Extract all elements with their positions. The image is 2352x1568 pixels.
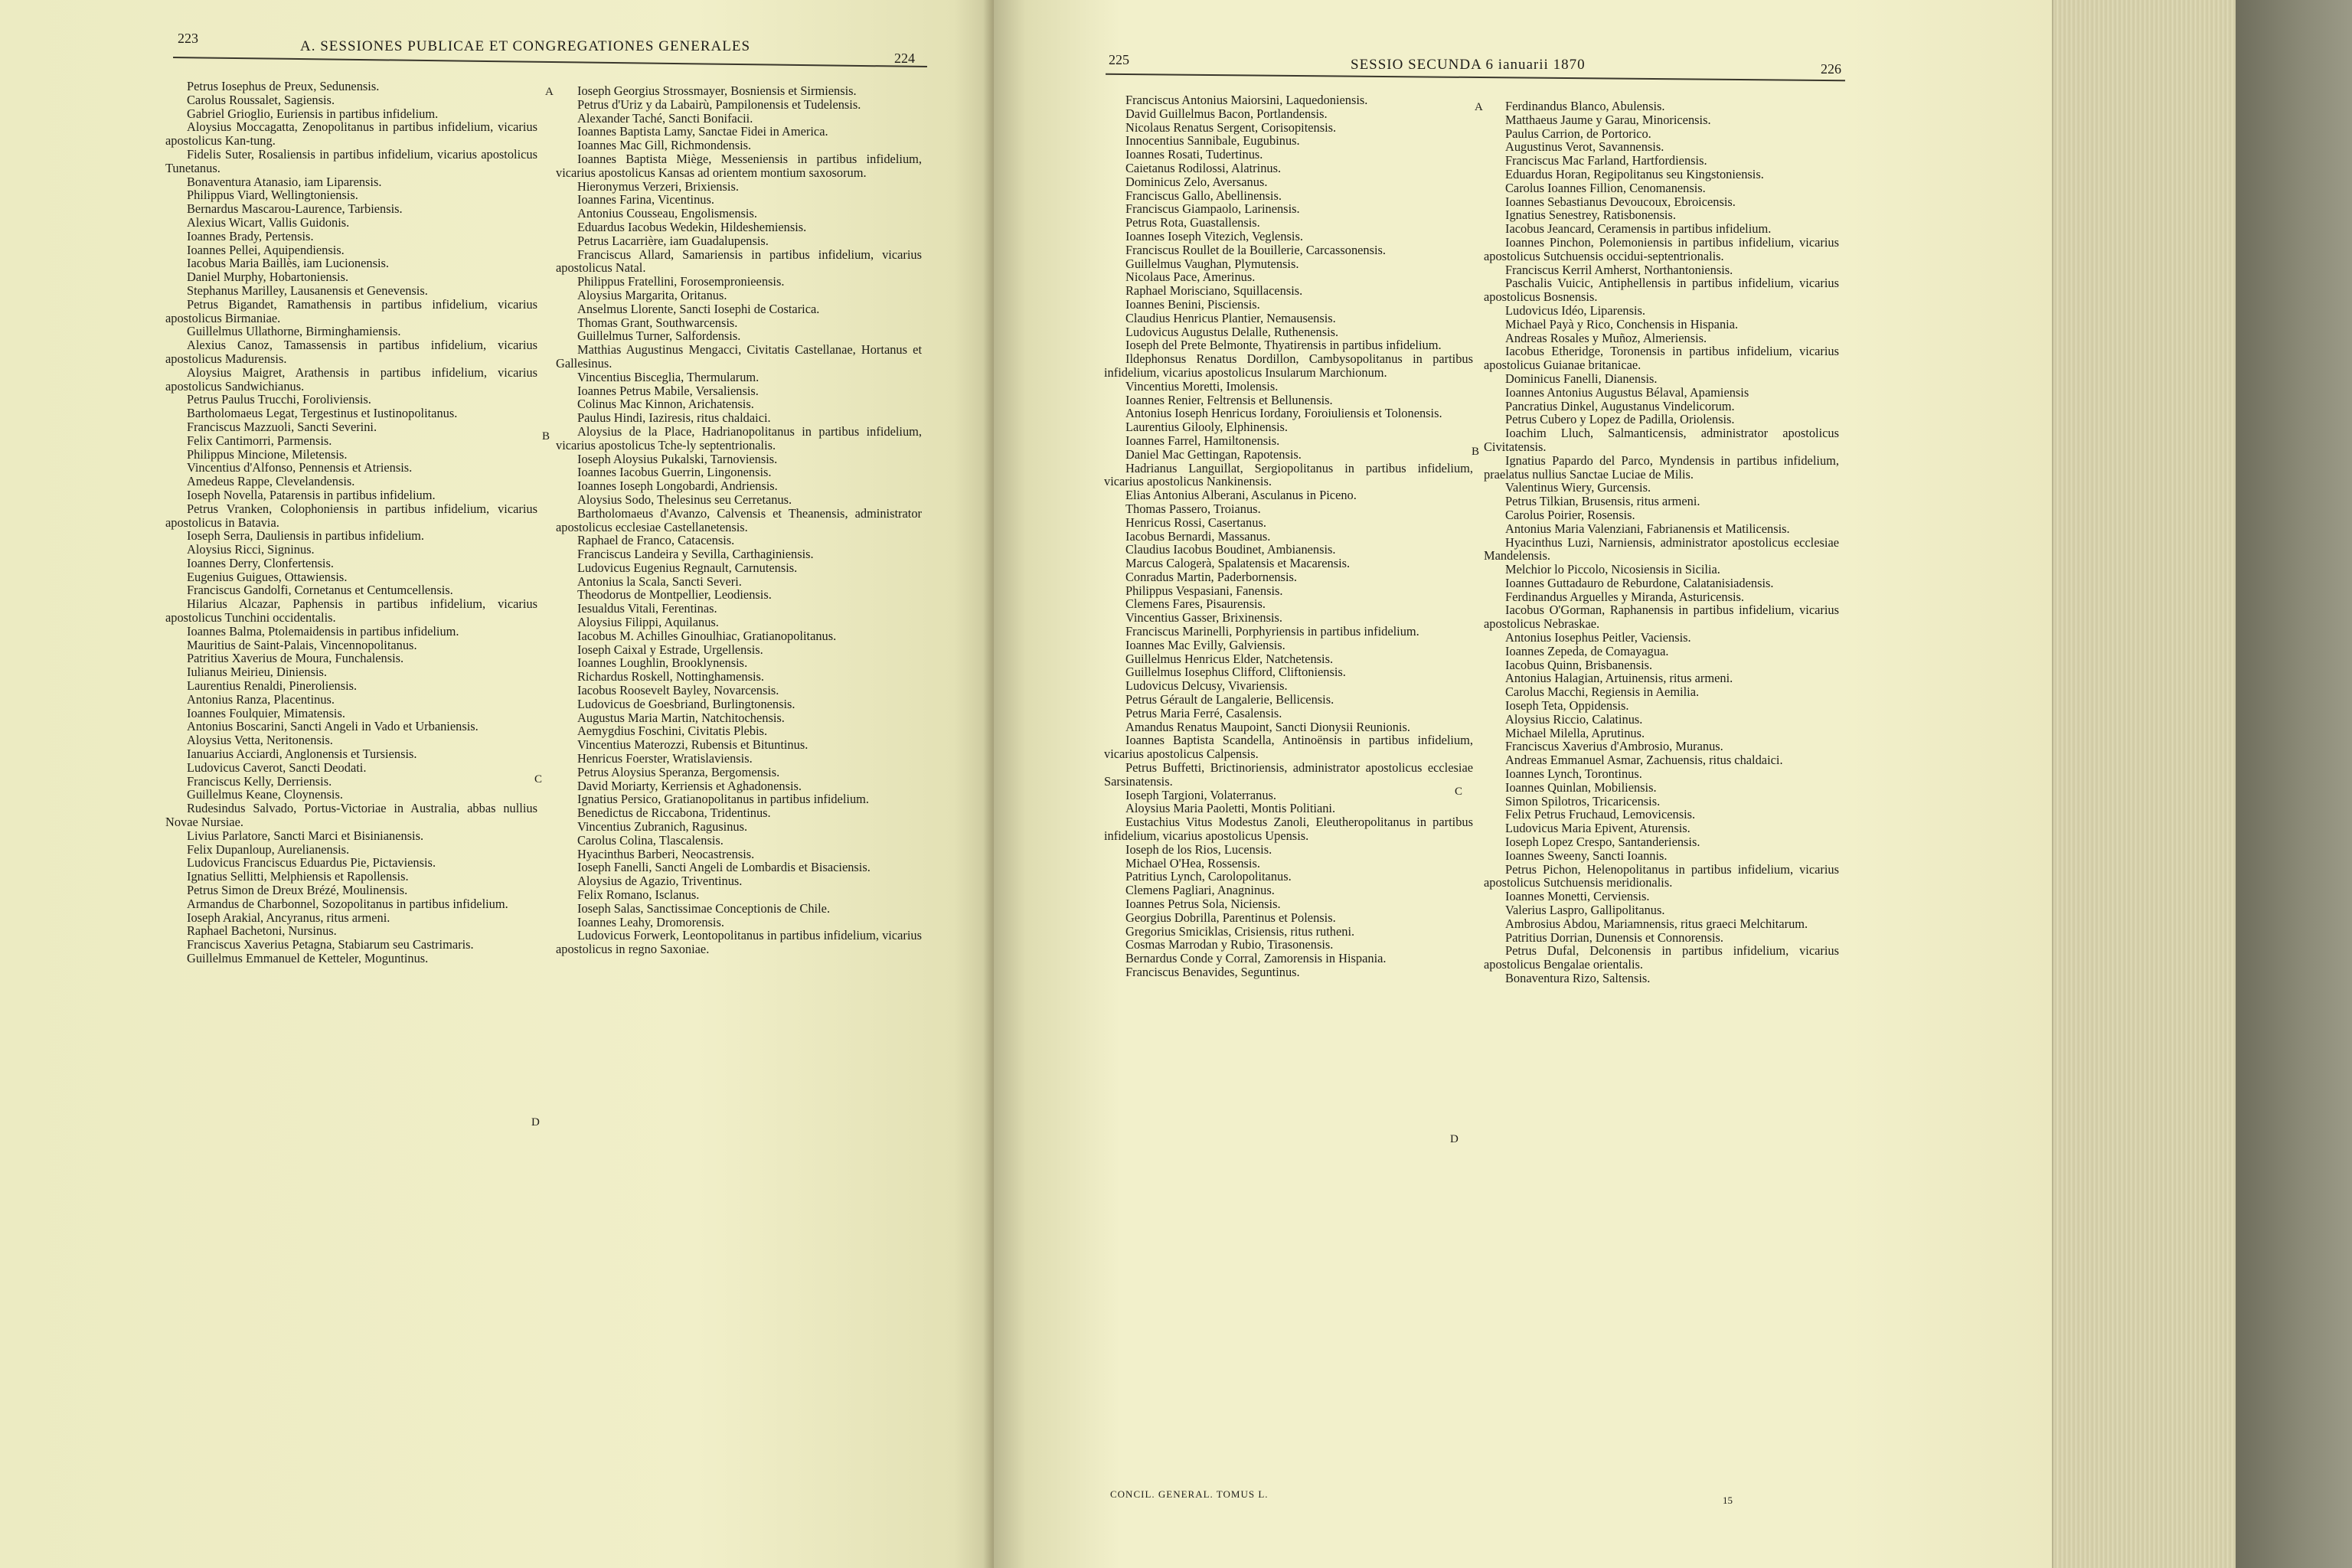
list-entry: Franciscus Allard, Samariensis in partibus infidelium, vicarius apostolicus Natal. (556, 247, 922, 276)
list-entry: Aloysius Filippi, Aquilanus. (577, 615, 719, 630)
list-entry: Paulus Carrion, de Portorico. (1505, 126, 1651, 141)
list-entry: Franciscus Antonius Maiorsini, Laquedoniensis. (1125, 93, 1368, 107)
list-entry: Petrus Rota, Guastallensis. (1125, 215, 1260, 230)
running-head-left: A. SESSIONES PUBLICAE ET CONGREGATIONES GENERALES (300, 38, 751, 54)
page-number-225: 225 (1109, 52, 1129, 67)
list-entry: Ioannes Monetti, Cerviensis. (1505, 889, 1650, 904)
page-block-edge (2052, 0, 2237, 1568)
list-entry: Antonius Halagian, Artuinensis, ritus armeni. (1505, 671, 1733, 686)
list-entry: Bonaventura Rizo, Saltensis. (1505, 971, 1651, 985)
list-entry: Antonius Maria Valenziani, Fabrianensis et Matilicensis. (1505, 521, 1790, 536)
list-entry: Franciscus Mac Farland, Hartfordiensis. (1505, 153, 1707, 168)
list-entry: Iesualdus Vitali, Ferentinas. (577, 601, 717, 616)
list-entry: Conradus Martin, Paderbornensis. (1125, 569, 1297, 584)
list-entry: Ioannes Balma, Ptolemaidensis in partibus infidelium. (187, 623, 459, 639)
list-entry: Patritius Dorrian, Dunensis et Connorensis. (1505, 929, 1723, 945)
list-entry: Iacobus Jeancard, Ceramensis in partibus infidelium. (1505, 221, 1772, 237)
list-entry: Petrus Lacarrière, iam Guadalupensis. (577, 233, 769, 248)
list-entry: Franciscus Gallo, Abellinensis. (1125, 188, 1282, 203)
margin-marker-b-right: B (1472, 446, 1480, 458)
list-entry: Franciscus Kerril Amherst, Northantoniensis. (1505, 262, 1733, 277)
list-entry: Ioannes Guttadauro de Reburdone, Calatanisiadensis. (1505, 575, 1774, 590)
list-entry: Michael O'Hea, Rossensis. (1125, 855, 1260, 871)
list-entry: Ioannes Pinchon, Polemoniensis in partibus infidelium, vicarius apostolicus Sutchuensis occidui-septentrionalis. (1484, 234, 1839, 263)
header-rule-right (1106, 74, 1845, 81)
list-entry: Valerius Laspro, Gallipolitanus. (1505, 903, 1665, 918)
page-number-226: 226 (1821, 61, 1841, 77)
list-entry: David Guillelmus Bacon, Portlandensis. (1125, 106, 1328, 121)
list-entry: Ioseph Teta, Oppidensis. (1505, 698, 1629, 714)
list-entry: Ioannes Antonius Augustus Bélaval, Apamiensis (1505, 384, 1749, 400)
list-entry: Mauritius de Saint-Palais, Vincennopolitanus. (187, 637, 417, 652)
list-entry: Amandus Renatus Maupoint, Sancti Dionysii Reunionis. (1125, 719, 1410, 734)
list-entry: Anselmus Llorente, Sancti Iosephi de Costarica. (577, 301, 820, 316)
list-entry: Marcus Calogerà, Spalatensis et Macarensis. (1125, 556, 1351, 571)
list-entry: Felix Dupanloup, Aurelianensis. (187, 841, 350, 857)
list-entry: Ludovicus Delcusy, Vivariensis. (1125, 678, 1288, 694)
list-entry: Fidelis Suter, Rosaliensis in partibus infidelium, vicarius apostolicus Tunetanus. (165, 146, 537, 175)
list-entry: Vincentius d'Alfonso, Pennensis et Atriensis. (187, 460, 413, 475)
list-entry: Iacobus Quinn, Brisbanensis. (1505, 657, 1653, 672)
list-entry: Amedeus Rappe, Clevelandensis. (187, 474, 355, 489)
list-entry: Georgius Dobrilla, Parentinus et Polensis. (1125, 910, 1336, 925)
list-entry: Aloysius Maigret, Arathensis in partibus infidelium, vicarius apostolicus Sandwichianus. (165, 364, 537, 394)
margin-marker-c-left: C (534, 773, 543, 786)
list-entry: Aloysius de la Place, Hadrianopolitanus in partibus infidelium, vicarius apostolicus Tche-ly septentrionalis. (556, 423, 922, 452)
list-entry: Ioseph del Prete Belmonte, Thyatirensis in partibus infidelium. (1125, 338, 1442, 353)
list-entry: Franciscus Gandolfi, Cornetanus et Centumcellensis. (187, 583, 453, 598)
list-entry: Franciscus Kelly, Derriensis. (187, 773, 332, 789)
list-entry: Iacobus Roosevelt Bayley, Novarcensis. (577, 683, 779, 698)
list-entry: Petrus Bigandet, Ramathensis in partibus infidelium, vicarius apostolicus Birmaniae. (165, 296, 537, 325)
list-entry: Melchior lo Piccolo, Nicosiensis in Sicilia. (1505, 562, 1720, 577)
list-entry: Augustinus Verot, Savannensis. (1505, 139, 1664, 155)
list-entry: Ioseph Caixal y Estrade, Urgellensis. (577, 642, 763, 657)
list-entry: Vincentius Materozzi, Rubensis et Bituntinus. (577, 737, 808, 753)
list-entry: Iacobus O'Gorman, Raphanensis in partibus infidelium, vicarius apostolicus Nebraskae. (1484, 603, 1839, 632)
list-entry: Petrus Buffetti, Brictinoriensis, administrator apostolicus ecclesiae Sarsinatensis. (1104, 760, 1473, 789)
page-number-224: 224 (894, 51, 915, 66)
list-entry: Guillelmus Iosephus Clifford, Cliftoniensis. (1125, 665, 1346, 680)
list-entry: Aloysius Sodo, Thelesinus seu Cerretanus. (577, 492, 792, 507)
margin-marker-a-right: A (1475, 101, 1483, 113)
list-entry: Philippus Viard, Wellingtoniensis. (187, 188, 358, 203)
list-entry: Ioannes Ioseph Vitezich, Veglensis. (1125, 228, 1303, 243)
list-entry: Ludovicus Franciscus Eduardus Pie, Pictaviensis. (187, 855, 436, 871)
list-entry: Vincentius Bisceglia, Thermularum. (577, 369, 760, 384)
list-entry: Paschalis Vuicic, Antiphellensis in partibus infidelium, vicarius apostolicus Bosnensis. (1484, 276, 1839, 305)
list-entry: Raphael Morisciano, Squillacensis. (1125, 283, 1303, 299)
list-entry: Aloysius Vetta, Neritonensis. (187, 733, 333, 748)
sheet-number: 15 (1723, 1494, 1733, 1506)
list-entry: Iacobus Bernardi, Massanus. (1125, 528, 1271, 544)
list-entry: Andreas Rosales y Muñoz, Almeriensis. (1505, 330, 1707, 345)
list-entry: Franciscus Benavides, Seguntinus. (1125, 965, 1300, 979)
list-entry: Antonius Iosephus Peitler, Vaciensis. (1505, 630, 1691, 645)
list-entry: Antonius Ranza, Placentinus. (187, 691, 335, 707)
margin-marker-d-left: D (531, 1116, 540, 1129)
list-entry: Patritius Lynch, Carolopolitanus. (1125, 869, 1292, 884)
list-entry: Ioannes Pellei, Aquipendiensis. (187, 242, 345, 257)
list-entry: Ioseph Salas, Sanctissimae Conceptionis de Chile. (577, 900, 831, 916)
list-entry: Hieronymus Verzeri, Brixiensis. (577, 178, 739, 194)
list-entry: Petrus Gérault de Langalerie, Bellicensis. (1125, 692, 1334, 707)
list-entry: Pancratius Dinkel, Augustanus Vindelicorum. (1505, 398, 1735, 413)
list-entry: Michael Milella, Aprutinus. (1505, 725, 1645, 740)
list-entry: Franciscus Marinelli, Porphyriensis in partibus infidelium. (1125, 624, 1419, 639)
list-entry: Ioannes Farina, Vicentinus. (577, 192, 714, 207)
list-entry: Valentinus Wiery, Gurcensis. (1505, 480, 1651, 495)
right-page-column-b (1484, 100, 1839, 985)
list-entry: Eduardus Horan, Regipolitanus seu Kingstoniensis. (1505, 166, 1764, 181)
list-entry: Caietanus Rodilossi, Alatrinus. (1125, 160, 1282, 175)
list-entry: Ludovicus Idéo, Liparensis. (1505, 302, 1645, 318)
list-entry: Ioannes Loughlin, Brooklynensis. (577, 655, 748, 671)
list-entry: Carolus Ioannes Fillion, Cenomanensis. (1505, 180, 1706, 195)
list-entry: Ludovicus Eugenius Regnault, Carnutensis. (577, 560, 798, 575)
list-entry: Thomas Passero, Troianus. (1125, 501, 1261, 516)
list-entry: Ludovicus Forwerk, Leontopolitanus in partibus infidelium, vicarius apostolicus in regno Saxoniae. (556, 928, 922, 957)
list-entry: Ioannes Derry, Clonfertensis. (187, 555, 334, 570)
list-entry: Ioannes Mac Gill, Richmondensis. (577, 138, 752, 153)
list-entry: Guillelmus Turner, Salfordensis. (577, 328, 741, 344)
list-entry: Franciscus Roullet de la Bouillerie, Carcassonensis. (1125, 242, 1387, 257)
list-entry: Ioannes Iacobus Guerrin, Lingonensis. (577, 465, 772, 480)
list-entry: Petrus Iosephus de Preux, Sedunensis. (187, 79, 380, 93)
list-entry: Eustachius Vitus Modestus Zanoli, Eleutheropolitanus in partibus infidelium, vicarius apostolicus Upensis. (1104, 815, 1473, 844)
margin-marker-b-left: B (542, 430, 550, 443)
list-entry: Bernardus Mascarou-Laurence, Tarbiensis. (187, 201, 403, 217)
list-entry: Nicolaus Renatus Sergent, Corisopitensis. (1125, 119, 1337, 135)
list-entry: Stephanus Marilley, Lausanensis et Genevensis. (187, 283, 428, 298)
list-entry: Petrus d'Uriz y da Labairù, Pampilonensis et Tudelensis. (577, 96, 861, 112)
list-entry: Bernardus Conde y Corral, Zamorensis in Hispania. (1125, 951, 1387, 966)
list-entry: Franciscus Xaverius d'Ambrosio, Muranus. (1505, 739, 1723, 754)
list-entry: Clemens Fares, Pisaurensis. (1125, 596, 1266, 612)
list-entry: Ioseph de los Rios, Lucensis. (1125, 841, 1272, 857)
list-entry: Gregorius Smiciklas, Crisiensis, ritus rutheni. (1125, 923, 1355, 939)
list-entry: Thomas Grant, Southwarcensis. (577, 315, 738, 330)
list-entry: Armandus de Charbonnel, Sozopolitanus in partibus infidelium. (187, 896, 508, 911)
list-entry: Guillelmus Henricus Elder, Natchetensis. (1125, 651, 1334, 666)
list-entry: Claudius Iacobus Boudinet, Ambianensis. (1125, 542, 1336, 557)
list-entry: Carolus Roussalet, Sagiensis. (187, 92, 335, 107)
list-entry: Felix Petrus Fruchaud, Lemovicensis. (1505, 807, 1696, 822)
list-entry: Ioseph Lopez Crespo, Santanderiensis. (1505, 835, 1700, 850)
list-entry: Laurentius Gilooly, Elphinensis. (1125, 420, 1288, 435)
list-entry: Ludovicus Maria Epivent, Aturensis. (1505, 821, 1690, 836)
margin-marker-d-right: D (1450, 1133, 1459, 1145)
list-entry: Ioannes Ioseph Longobardi, Andriensis. (577, 479, 778, 494)
list-entry: Guillelmus Emmanuel de Ketteler, Moguntinus. (187, 951, 429, 965)
list-entry: Laurentius Renaldi, Pineroliensis. (187, 678, 358, 694)
list-entry: Raphael de Franco, Catacensis. (577, 533, 735, 548)
list-entry: Ignatius Sellitti, Melphiensis et Rapollensis. (187, 869, 409, 884)
list-entry: Petrus Simon de Dreux Brézé, Moulinensis. (187, 883, 408, 898)
list-entry: Aloysius de Agazio, Triventinus. (577, 874, 743, 889)
list-entry: Petrus Pichon, Helenopolitanus in partibus infidelium, vicarius apostolicus Sutchuensis meridionalis. (1484, 861, 1839, 890)
list-entry: Raphael Bachetoni, Nursinus. (187, 923, 337, 939)
list-entry: Ioannes Brady, Pertensis. (187, 228, 314, 243)
list-entry: Ioannes Sebastianus Devoucoux, Ebroicensis. (1505, 194, 1736, 209)
list-entry: Andreas Emmanuel Asmar, Zachuensis, ritus chaldaici. (1505, 753, 1783, 768)
list-entry: Ioannes Renier, Feltrensis et Bellunensis. (1125, 392, 1333, 407)
list-entry: Ioachim Lluch, Salmanticensis, administrator apostolicus Civitatensis. (1484, 426, 1839, 454)
list-entry: Ioseph Targioni, Volaterranus. (1125, 787, 1277, 802)
list-entry: Clemens Pagliari, Anagninus. (1125, 883, 1275, 898)
list-entry: Ludovicus de Goesbriand, Burlingtonensis. (577, 696, 795, 711)
left-page-column-b (556, 84, 922, 956)
list-entry: Ioseph Serra, Dauliensis in partibus infidelium. (187, 528, 424, 544)
list-entry: Ioannes Benini, Pisciensis. (1125, 296, 1260, 312)
list-entry: Theodorus de Montpellier, Leodiensis. (577, 587, 772, 603)
list-entry: Ludovicus Augustus Delalle, Ruthenensis. (1125, 324, 1339, 339)
list-entry: Ioseph Aloysius Pukalski, Tarnoviensis. (577, 451, 778, 466)
signature-mark: CONCIL. GENERAL. TOMUS L. (1110, 1488, 1269, 1500)
list-entry: Ioannes Petrus Sola, Niciensis. (1125, 897, 1281, 912)
running-head-right: SESSIO SECUNDA 6 ianuarii 1870 (1351, 57, 1586, 73)
list-entry: Alexander Taché, Sancti Bonifacii. (577, 110, 753, 126)
list-entry: Matthias Augustinus Mengacci, Civitatis Castellanae, Hortanus et Gallesinus. (556, 342, 922, 371)
list-entry: Ferdinandus Blanco, Abulensis. (1505, 99, 1665, 113)
list-entry: Ioannes Baptista Scandella, Antinoënsis in partibus infidelium, vicarius apostolicus Calpensis. (1104, 733, 1473, 762)
list-entry: Carolus Macchi, Regiensis in Aemilia. (1505, 684, 1700, 700)
list-entry: Aloysius Riccio, Calatinus. (1505, 711, 1643, 727)
list-entry: Carolus Colina, Tlascalensis. (577, 832, 724, 848)
list-entry: Vincentius Zubranich, Ragusinus. (577, 819, 748, 835)
list-entry: Antonius Ioseph Henricus Iordany, Foroiuliensis et Tolonensis. (1125, 406, 1442, 421)
list-entry: Ferdinandus Arguelles y Miranda, Asturicensis. (1505, 589, 1744, 604)
list-entry: Petrus Tilkian, Brusensis, ritus armeni. (1505, 494, 1700, 509)
list-entry: Simon Spilotros, Tricaricensis. (1505, 793, 1661, 808)
list-entry: Ioannes Farrel, Hamiltonensis. (1125, 433, 1280, 448)
list-entry: Vincentius Moretti, Imolensis. (1125, 378, 1279, 394)
list-entry: Hyacinthus Luzi, Narniensis, administrator apostolicus ecclesiae Mandelensis. (1484, 534, 1839, 564)
margin-marker-a-left: A (545, 86, 554, 98)
list-entry: Alexius Canoz, Tamassensis in partibus infidelium, vicarius apostolicus Madurensis. (165, 338, 537, 366)
list-entry: Vincentius Gasser, Brixinensis. (1125, 610, 1283, 626)
left-page (0, 0, 994, 1568)
list-entry: Felix Cantimorri, Parmensis. (187, 433, 332, 448)
list-entry: Ioannes Quinlan, Mobiliensis. (1505, 779, 1657, 795)
list-entry: Innocentius Sannibale, Eugubinus. (1125, 133, 1300, 149)
list-entry: Hyacinthus Barberi, Neocastrensis. (577, 846, 755, 861)
list-entry: Ildephonsus Renatus Dordillon, Cambysopolitanus in partibus infidelium, vicarius apostolicus Insularum Marchionum. (1104, 351, 1473, 380)
list-entry: Daniel Mac Gettingan, Rapotensis. (1125, 446, 1302, 462)
list-entry: Aemygdius Foschini, Civitatis Plebis. (577, 724, 768, 739)
list-entry: Iacobus M. Achilles Ginoulhiac, Gratianopolitanus. (577, 628, 837, 643)
list-entry: Petrus Paulus Trucchi, Foroliviensis. (187, 392, 371, 407)
list-entry: Philippus Mincione, Miletensis. (187, 446, 348, 462)
list-entry: Matthaeus Jaume y Garau, Minoricensis. (1505, 112, 1711, 127)
list-entry: Franciscus Mazzuoli, Sancti Severini. (187, 419, 377, 434)
list-entry: Richardus Roskell, Nottinghamensis. (577, 669, 765, 684)
list-entry: Antonius Cousseau, Engolismensis. (577, 206, 757, 221)
list-entry: Franciscus Xaverius Petagna, Stabiarum seu Castrimaris. (187, 937, 474, 952)
margin-marker-c-right: C (1455, 786, 1463, 798)
list-entry: Michael Payà y Rico, Conchensis in Hispania. (1505, 316, 1739, 332)
scan-margin (2236, 0, 2352, 1568)
list-entry: Nicolaus Pace, Amerinus. (1125, 270, 1256, 285)
list-entry: Livius Parlatore, Sancti Marci et Bisinianensis. (187, 828, 424, 843)
list-entry: Antonius la Scala, Sancti Severi. (577, 573, 742, 589)
list-entry: Ioseph Novella, Patarensis in partibus infidelium. (187, 487, 436, 502)
list-entry: Ianuarius Acciardi, Anglonensis et Tursiensis. (187, 746, 417, 762)
list-entry: Ioannes Rosati, Tudertinus. (1125, 147, 1263, 162)
list-entry: Felix Romano, Isclanus. (577, 887, 700, 903)
list-entry: Colinus Mac Kinnon, Arichatensis. (577, 397, 754, 412)
list-entry: Hadrianus Languillat, Sergiopolitanus in partibus infidelium, vicarius apostolicus Nankinensis. (1104, 460, 1473, 489)
list-entry: Philippus Fratellini, Forosempronieensis. (577, 274, 785, 289)
list-entry: Guillelmus Keane, Cloynensis. (187, 787, 343, 802)
list-entry: Petrus Maria Ferré, Casalensis. (1125, 705, 1282, 720)
list-entry: Ioannes Baptista Miège, Messeniensis in partibus infidelium, vicarius apostolicus Kansas ad orientem montium saxosorum. (556, 151, 922, 180)
list-entry: Augustus Maria Martin, Natchitochensis. (577, 710, 785, 725)
list-entry: Ioannes Sweeny, Sancti Ioannis. (1505, 848, 1668, 863)
list-entry: Franciscus Landeira y Sevilla, Carthaginiensis. (577, 547, 814, 562)
list-entry: Benedictus de Riccabona, Tridentinus. (577, 805, 771, 821)
list-entry: Gabriel Grioglio, Euriensis in partibus infidelium. (187, 106, 439, 121)
page-number-223: 223 (178, 31, 198, 46)
list-entry: Hilarius Alcazar, Paphensis in partibus infidelium, vicarius apostolicus Tunchini occidentalis. (165, 596, 537, 626)
list-entry: Aloysius Ricci, Signinus. (187, 542, 315, 557)
right-page-column-a (1104, 93, 1473, 979)
list-entry: Ioannes Lynch, Torontinus. (1505, 766, 1642, 782)
list-entry: Ioannes Mac Evilly, Galviensis. (1125, 637, 1285, 652)
list-entry: Guillelmus Vaughan, Plymutensis. (1125, 256, 1299, 271)
list-entry: Aloysius Maria Paoletti, Montis Politiani. (1125, 801, 1336, 816)
list-entry: Henricus Rossi, Casertanus. (1125, 514, 1266, 530)
right-page (994, 0, 2052, 1568)
list-entry: Daniel Murphy, Hobartoniensis. (187, 270, 349, 285)
list-entry: Petrus Cubero y Lopez de Padilla, Oriolensis. (1505, 412, 1735, 427)
list-entry: Antonius Boscarini, Sancti Angeli in Vado et Urbaniensis. (187, 719, 479, 734)
header-rule-left (173, 57, 927, 67)
list-entry: Ioseph Arakial, Ancyranus, ritus armeni. (187, 910, 390, 925)
list-entry: Bonaventura Atanasio, iam Liparensis. (187, 174, 382, 189)
list-entry: Aloysius Moccagatta, Zenopolitanus in partibus infidelium, vicarius apostolicus Kan-tung. (165, 119, 537, 149)
list-entry: Claudius Henricus Plantier, Nemausensis. (1125, 310, 1336, 325)
list-entry: Bartholomaeus Legat, Tergestinus et Iustinopolitanus. (187, 406, 458, 421)
list-entry: Elias Antonius Alberani, Asculanus in Piceno. (1125, 488, 1357, 503)
list-entry: Petrus Vranken, Colophoniensis in partibus infidelium, vicarius apostolicus in Batavia. (165, 501, 537, 530)
list-entry: Bartholomaeus d'Avanzo, Calvensis et Theanensis, administrator apostolicus ecclesiae Castellanetensis. (556, 505, 922, 534)
list-entry: Ioannes Foulquier, Mimatensis. (187, 705, 345, 720)
list-entry: Ioannes Baptista Lamy, Sanctae Fidei in America. (577, 124, 828, 139)
list-entry: Ioannes Zepeda, de Comayagua. (1505, 643, 1669, 658)
list-entry: Petrus Dufal, Delconensis in partibus infidelium, vicarius apostolicus Bengalae orientalis. (1484, 943, 1839, 972)
list-entry: Ioannes Leahy, Dromorensis. (577, 914, 724, 929)
list-entry: Patritius Xaverius de Moura, Funchalensis. (187, 651, 404, 666)
list-entry: Ioannes Petrus Mabile, Versaliensis. (577, 383, 759, 398)
list-entry: Ignatius Persico, Gratianopolitanus in partibus infidelium. (577, 792, 870, 807)
list-entry: Ambrosius Abdou, Mariamnensis, ritus graeci Melchitarum. (1505, 916, 1808, 931)
list-entry: Paulus Hindi, Iaziresis, ritus chaldaici. (577, 410, 771, 426)
list-entry: Alexius Wicart, Vallis Guidonis. (187, 214, 350, 230)
list-entry: Guillelmus Ullathorne, Birminghamiensis. (187, 324, 401, 339)
left-page-column-a (165, 80, 537, 965)
list-entry: Iacobus Etheridge, Toronensis in partibus infidelium, vicarius apostolicus Guianae britanicae. (1484, 344, 1839, 373)
list-entry: Ignatius Senestrey, Ratisbonensis. (1505, 207, 1676, 223)
list-entry: Petrus Aloysius Speranza, Bergomensis. (577, 764, 780, 779)
list-entry: Franciscus Giampaolo, Larinensis. (1125, 201, 1300, 217)
list-entry: Ludovicus Caverot, Sancti Deodati. (187, 760, 367, 775)
list-entry: Carolus Poirier, Rosensis. (1505, 507, 1635, 522)
list-entry: Aloysius Margarita, Oritanus. (577, 287, 727, 302)
list-entry: Philippus Vespasiani, Fanensis. (1125, 583, 1283, 598)
list-entry: Eduardus Iacobus Wedekin, Hildeshemiensis. (577, 219, 807, 234)
list-entry: Eugenius Guigues, Ottawiensis. (187, 569, 348, 584)
list-entry: David Moriarty, Kerriensis et Aghadonensis. (577, 778, 802, 793)
list-entry: Iacobus Maria Baillès, iam Lucionensis. (187, 256, 390, 271)
list-entry: Ignatius Papardo del Parco, Myndensis in partibus infidelium, praelatus nullius Sanctae Luciae de Milis. (1484, 452, 1839, 482)
list-entry: Rudesindus Salvado, Portus-Victoriae in Australia, abbas nullius Novae Nursiae. (165, 801, 537, 830)
list-entry: Ioseph Fanelli, Sancti Angeli de Lombardis et Bisaciensis. (577, 860, 871, 875)
list-entry: Dominicus Fanelli, Dianensis. (1505, 371, 1658, 386)
list-entry: Henricus Foerster, Wratislaviensis. (577, 751, 753, 766)
list-entry: Cosmas Marrodan y Rubio, Tirasonensis. (1125, 937, 1334, 952)
list-entry: Dominicus Zelo, Aversanus. (1125, 174, 1268, 189)
list-entry: Ioseph Georgius Strossmayer, Bosniensis et Sirmiensis. (577, 83, 857, 98)
list-entry: Iulianus Meirieu, Diniensis. (187, 665, 328, 680)
